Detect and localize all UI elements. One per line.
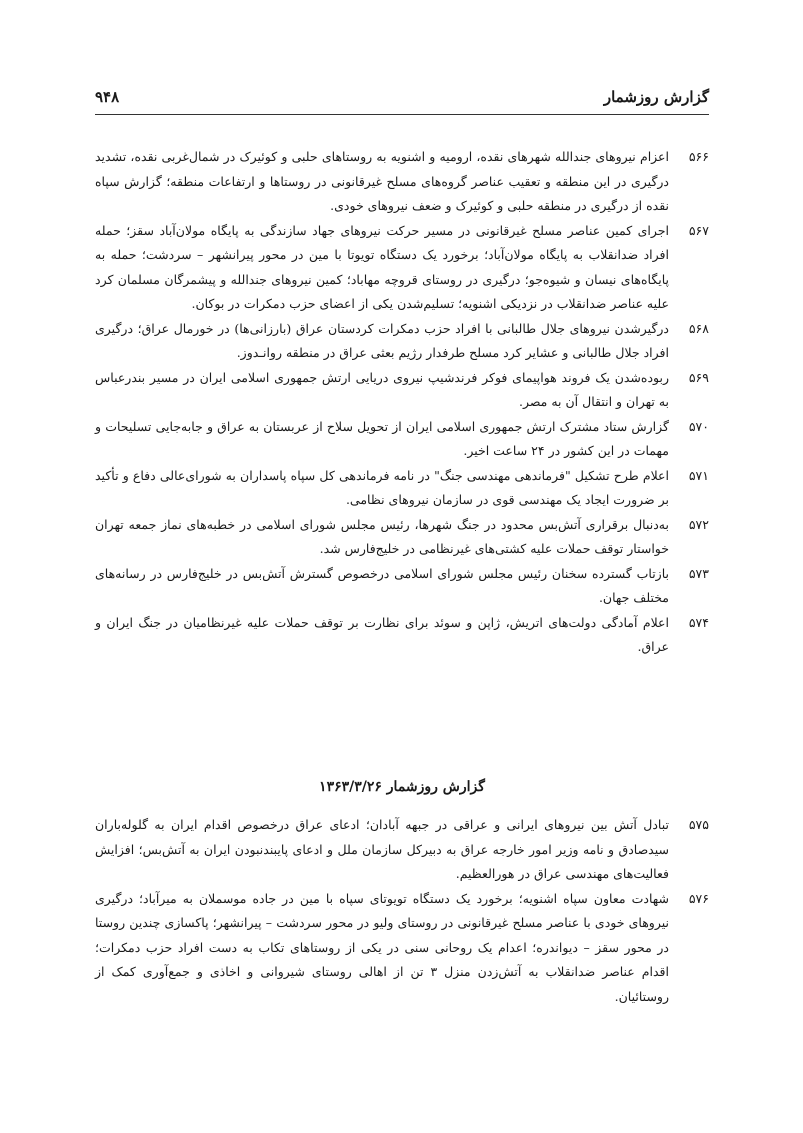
entry-text: به‌دنبال برقراری آتش‌بس محدود در جنگ شهرها، رئیس مجلس شورای اسلامی در خطبه‌های نماز جمعه تهران خواستار توقف حملات علیه کشتی‌های غیرنظامی در خلیج‌فارس شد. [95, 516, 669, 556]
entries-list [95, 145, 709, 660]
entry-number: ۵۷۱ [688, 467, 709, 483]
list-item [95, 366, 709, 415]
entry-number: ۵۷۰ [688, 418, 709, 434]
entry-text: اعلام آمادگی دولت‌های اتریش، ژاپن و سوئد برای نظارت بر توقف حملات علیه غیرنظامیان در جنگ ایران و عراق. [95, 614, 669, 654]
entry-number: ۵۷۴ [688, 614, 709, 630]
list-item [95, 219, 709, 317]
list-item [95, 145, 709, 219]
entry-text: درگیرشدن نیروهای جلال طالبانی با افراد حزب دمکرات کردستان عراق (بارزانی‌ها) در خورمال عراق؛ درگیری افراد جلال طالبانی و عشایر کرد مسلح طرفدار رژیم بعثی عراق در منطقه روانـدوز. [95, 320, 669, 360]
list-item [95, 415, 709, 464]
list-item [95, 813, 709, 887]
entry-text: اعزام نیروهای جندالله شهرهای نقده، ارومیه و اشنویه به روستاهای حلبی و کوئیرک در شمال‌غربی نقده، تشدید درگیری در این منطقه و تعقیب عناصر گروه‌های مسلح غیرقانونی در روستاها و ارتفاعات منطقه؛ گزارش سپاه نقده از درگیری در منطقه حلبی و کوئیرک و ضعف نیروهای خودی. [95, 149, 669, 213]
running-title: گزارش روزشمار [603, 88, 709, 106]
entry-text: تبادل آتش بین نیروهای ایرانی و عراقی در جبهه آبادان؛ ادعای عراق درخصوص اقدام ایران به گلوله‌باران سیدصادق و نامه وزیر امور خارجه عراق به دبیرکل سازمان ملل و ادعای پایبندنبودن ایران به آتش‌بس؛ افزایش فعالیت‌های مهندسی عراق در هورالعظیم. [95, 817, 669, 881]
entry-number: ۵۶۶ [688, 149, 709, 164]
entry-number: ۵۷۵ [688, 817, 709, 832]
entry-text: بازتاب گسترده سخنان رئیس مجلس شورای اسلامی درخصوص گسترش آتش‌بس در خلیج‌فارس در رسانه‌های مختلف جهان. [95, 565, 669, 605]
entry-number: ۵۷۳ [688, 565, 709, 581]
list-item [95, 887, 709, 1010]
entry-number: ۵۷۲ [688, 516, 709, 532]
page-number: ۹۴۸ [95, 88, 120, 106]
entry-number: ۵۶۸ [688, 320, 709, 336]
entries-list-2 [95, 813, 709, 1009]
entry-text: اعلام طرح تشکیل "فرماندهی مهندسی جنگ" در نامه فرماندهی کل سپاه پاسداران به شورای‌عالی دفاع و تأکید بر ضرورت ایجاد یک مهندسی قوی در سازمان نیروهای نظامی. [95, 467, 669, 507]
list-item [95, 611, 709, 660]
section-heading: گزارش روزشمار ۱۳۶۳/۳/۲۶ [319, 779, 485, 795]
entry-text: گزارش ستاد مشترک ارتش جمهوری اسلامی ایران از تحویل سلاح از عربستان به عراق و جابه‌جایی تسلیحات و مهمات در این کشور در ۲۴ ساعت اخیر. [95, 418, 669, 458]
entry-text: شهادت معاون سپاه اشنویه؛ برخورد یک دستگاه تویوتای سپاه با مین در جاده موسملان به میرآباد؛ درگیری نیروهای خودی با عناصر مسلح غیرقانونی در روستای ولیو در محور سردشت – پیرانشهر؛ پاکسازی چندین روستا در محور سقز – دیواندره؛ اعدام یک روحانی سنی در یکی از روستاهای تکاب به دست افراد حزب دمکرات؛ اقدام عناصر ضدانقلاب به آتش‌زدن منزل ۳ تن از اهالی روستای شیروانی و اخاذی و جمع‌آوری کمک از روستائیان. [95, 890, 669, 1004]
list-item [95, 562, 709, 611]
list-item [95, 317, 709, 366]
list-item [95, 464, 709, 513]
entry-text: ربوده‌شدن یک فروند هواپیمای فوکر فرندشیپ نیروی دریایی ارتش جمهوری اسلامی ایران در مسیر بندرعباس به تهران و انتقال آن به مصر. [95, 369, 669, 409]
entry-number: ۵۷۶ [688, 890, 709, 906]
entry-number: ۵۶۷ [688, 222, 709, 238]
page-header [95, 86, 709, 115]
entry-text: اجرای کمین عناصر مسلح غیرقانونی در مسیر حرکت نیروهای جهاد سازندگی به پایگاه مولان‌آباد سقز؛ حمله افراد ضدانقلاب به پایگاه مولان‌آباد؛ برخورد یک دستگاه تویوتا با مین در محور پیرانشهر – سردشت؛ حمله به پایگاه‌های نیسان و شیوه‌جو؛ درگیری در روستای قروچه مهاباد؛ کمین نیروهای جندالله و پیشمرگان مسلمان کرد علیه عناصر ضدانقلاب در نزدیکی اشنویه؛ تسلیم‌شدن یکی از اعضای حزب دمکرات در بوکان. [95, 222, 669, 311]
list-item [95, 513, 709, 562]
entry-number: ۵۶۹ [688, 369, 709, 385]
